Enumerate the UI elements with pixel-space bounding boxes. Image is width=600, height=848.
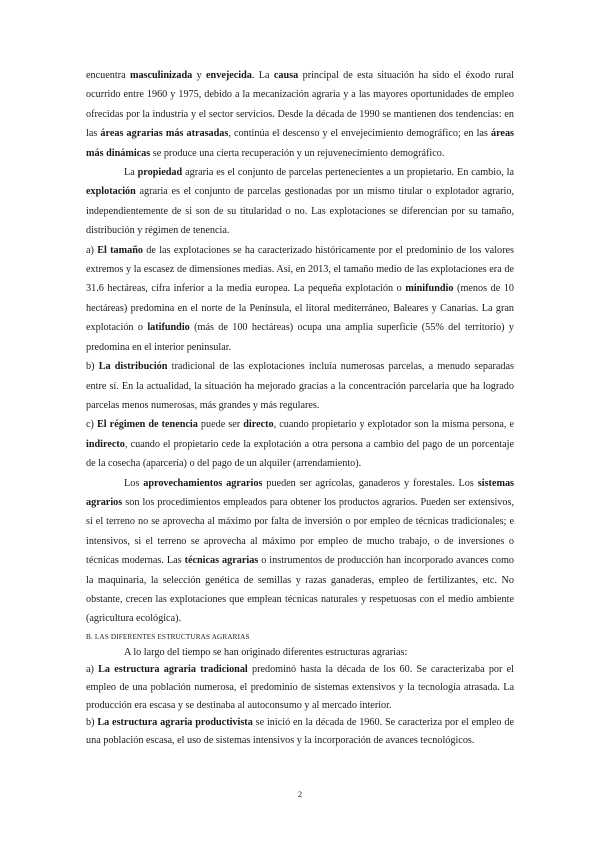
paragraph [86, 714, 514, 749]
bold-term: explotación [86, 186, 136, 198]
text-run: puede ser [197, 419, 244, 431]
text-run: A lo largo del tiempo se han originado diferentes estructuras agrarias: [124, 646, 408, 658]
paragraph [86, 474, 514, 629]
text-run: c) [86, 419, 97, 431]
bold-term: El régimen de tenencia [96, 419, 198, 431]
bold-term: La estructura agraria productivista [97, 717, 253, 729]
text-run: y [192, 70, 207, 81]
bold-term: áreas más dinámicas [86, 128, 515, 159]
text-run: pueden ser agrícolas, ganaderos y forestales. Los [262, 477, 478, 489]
bold-term: aprovechamientos agrarios [143, 477, 263, 489]
paragraph [86, 163, 514, 241]
bold-term: áreas agrarias más atrasadas [100, 128, 229, 140]
bold-term: El tamaño [97, 244, 143, 256]
bold-term: La estructura agraria tradicional [98, 664, 248, 676]
text-run: se inició en la década de 1960. Se caracteriza por el empleo de una población escasa, el uso de sistemas intensivos y la incorporación de avances tecnológicos. [86, 717, 514, 746]
text-run: (menos de 10 hectáreas) predomina en el norte de la Península, el litoral mediterráneo, Baleares y Canarias. La gran explotación o [86, 283, 515, 334]
text-run: a) [86, 664, 99, 676]
bold-term: latifundio [147, 322, 190, 334]
text-run: b) [86, 361, 99, 373]
paragraph [86, 415, 514, 473]
bold-term: envejecida [206, 70, 252, 81]
paragraph [86, 661, 514, 714]
text-run: , continúa el descenso y el envejecimiento demográfico; en las [228, 128, 491, 140]
bold-term: propiedad [137, 167, 183, 179]
text-run: , cuando el propietario cede la explotación a otra persona a cambio del pago de un porcentaje de la cosecha (aparcería) o del pago de un alquiler (arrendamiento). [86, 438, 514, 470]
bold-term: La distribución [98, 361, 168, 373]
text-run: de las explotaciones se ha caracterizado históricamente por el predominio de los valores extremos y la escasez de dimensiones medias. Así, en 2013, el tamaño medio de las explotaciones era de 31.6 hectáreas, cifra inferior a la media europea. La pequeña explotación o [86, 244, 515, 295]
bold-term: masculinizada [129, 70, 193, 81]
text-run: La [124, 167, 138, 179]
text-run: principal de esta situación ha sido el éxodo rural ocurrido entre 1960 y 1975, debido a la mecanización agraria y a las mayores oportunidades de empleo ofrecidas por la industria y el sector servicios. Desde la década de 1990 se mantienen dos tendencias: en las [86, 70, 514, 140]
bold-term: causa [273, 70, 299, 81]
paragraph [86, 644, 514, 662]
bold-term: técnicas agrarias [184, 555, 259, 567]
text-run: . La [251, 70, 274, 81]
text-run: tradicional de las explotaciones incluía numerosas parcelas, a menudo separadas entre sí. En la actualidad, la situación ha mejorado gracias a la concentración parcelaria que ha logrado parcelas menos numerosas, más grandes y más regulares. [86, 361, 514, 411]
section-heading: B. LAS DIFERENTES ESTRUCTURAS AGRARIAS [86, 632, 250, 641]
bold-term: sistemas agrarios [86, 477, 514, 508]
text-run: , cuando propietario y explotador son la misma persona, e [273, 419, 514, 431]
paragraph [86, 241, 514, 357]
text-run: Los [124, 477, 144, 489]
text-run: son los procedimientos empleados para obtener los productos agrarios. Pueden ser extensivos, si el terreno no se aprovecha al máximo por falta de inversión o por empleo de técnicas tradicionales; e intensivos, si el terreno se aprovecha al máximo por empleo de mucho trabajo, o de inversiones o técnicas modernas. Las [86, 496, 514, 567]
bold-term: directo [243, 419, 274, 431]
text-run: b) [86, 717, 98, 729]
text-run: a) [86, 244, 98, 256]
bold-term: minifundio [405, 283, 454, 295]
text-run: agraria es el conjunto de parcelas gestionadas por un mismo titular o explotador agrario, independientemente de si son de su titularidad o no. Las explotaciones se diferencian por su tamaño, distribución y régimen de tenencia. [86, 186, 514, 237]
document-body [86, 66, 514, 749]
text-run: (más de 100 hectáreas) ocupa una amplia superficie (55% del territorio) y predomina en el interior peninsular. [86, 322, 515, 353]
text-run: se produce una cierta recuperación y un rejuvenecimiento demográfico. [150, 147, 445, 159]
text-run: encuentra [86, 70, 130, 81]
bold-term: indirecto [86, 438, 125, 450]
paragraph [86, 357, 514, 415]
page-number: 2 [297, 789, 303, 799]
text-run: o instrumentos de producción han incorporado avances como la maquinaria, la selección genética de semillas y razas ganaderas, empleo de fertilizantes, etc. No obstante, crecen las explotaciones que emplean técnicas naturales y respetuosas con el medio ambiente (agricultura ecológica). [86, 555, 514, 625]
text-run: predominó hasta la década de los 60. Se caracterizaba por el empleo de una población numerosa, el predominio de sistemas extensivos y la tecnología atrasada. La producción era escasa y se destinaba al autoconsumo y al mercado interior. [86, 664, 514, 711]
text-run: agraria es el conjunto de parcelas pertenecientes a un propietario. En cambio, la [182, 167, 514, 179]
paragraph [86, 66, 514, 163]
